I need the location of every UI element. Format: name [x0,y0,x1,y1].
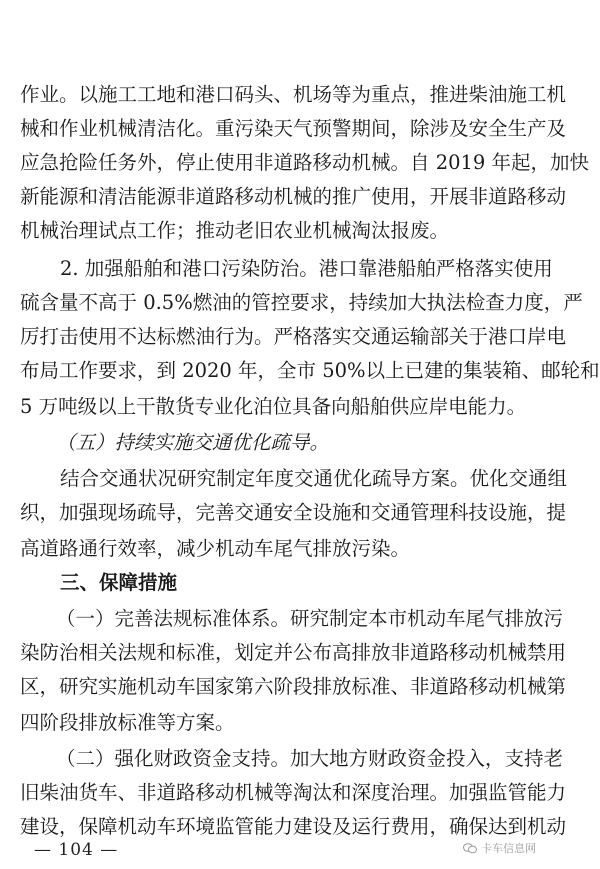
text-line: （一）完善法规标准体系。研究制定本市机动车尾气排放污 [56,607,564,630]
text-line: 应急抢险任务外，停止使用非道路移动机械。自 2019 年起，加快 [20,151,590,174]
watermark [463,840,536,856]
text-line: 硫含量不高于 0.5%燃油的管控要求，持续加大执法检查力度，严 [20,291,583,314]
section-heading: （五）持续实施交通优化疏导。 [56,431,330,454]
page-number: — 104 — [34,840,119,860]
text-line: （二）强化财政资金支持。加大地方财政资金投入，支持老 [56,747,564,770]
text-line: 旧柴油货车、非道路移动机械等淘汰和深度治理。加强监管能力 [20,781,567,804]
text-line: 2. 加强船舶和港口污染防治。港口靠港船舶严格落实使用 [60,257,553,280]
watermark-text: 卡车信息网 [481,842,536,855]
text-line: 四阶段排放标准等方案。 [20,711,235,734]
text-line: 5 万吨级以上干散货专业化泊位具备向船舶供应岸电能力。 [20,395,527,418]
text-line: 建设，保障机动车环境监管能力建设及运行费用，确保达到机动 [20,815,567,838]
text-line: 染防治相关法规和标准，划定并公布高排放非道路移动机械禁用 [20,641,567,664]
wechat-icon [463,843,477,854]
text-line: 新能源和清洁能源非道路移动机械的推广使用，开展非道路移动 [20,185,567,208]
text-line: 结合交通状况研究制定年度交通优化疏导方案。优化交通组 [60,467,568,490]
text-line: 布局工作要求，到 2020 年，全市 50%以上已建的集装箱、邮轮和 [20,359,600,382]
text-line: 械和作业机械清洁化。重污染天气预警期间，除涉及安全生产及 [20,117,567,140]
text-line: 区，研究实施机动车国家第六阶段排放标准、非道路移动机械第 [20,675,567,698]
text-line: 织，加强现场疏导，完善交通安全设施和交通管理科技设施，提 [20,501,567,524]
text-line: 作业。以施工工地和港口码头、机场等为重点，推进柴油施工机 [20,83,567,106]
text-line: 机械治理试点工作；推动老旧农业机械淘汰报废。 [20,219,450,242]
section-heading: 三、保障措施 [60,571,178,594]
text-line: 厉打击使用不达标燃油行为。严格落实交通运输部关于港口岸电 [20,325,567,348]
text-line: 高道路通行效率，减少机动车尾气排放污染。 [20,537,411,560]
